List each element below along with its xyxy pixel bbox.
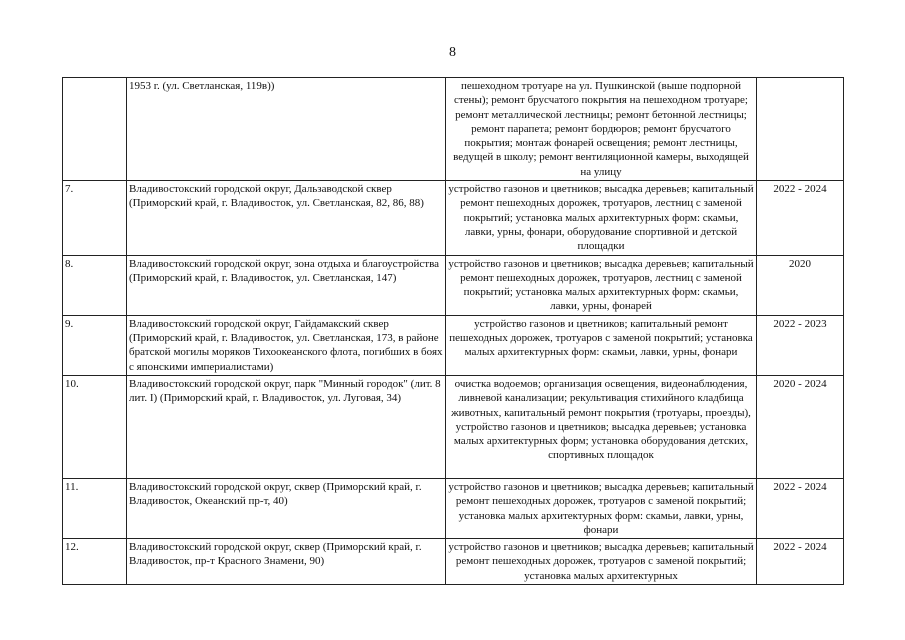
object-description: Владивостокский городской округ, Дальзаводской сквер (Приморский край, г. Владивосток, ул. Светланская, 82, 86, 88) — [127, 181, 446, 255]
implementation-period: 2020 — [757, 255, 844, 315]
works-description: устройство газонов и цветников; высадка деревьев; капитальный ремонт пешеходных дорожек, тротуаров с заменой покрытий; установка малых архитектурных форм: скамьи, лавки, урны, фонари — [446, 478, 757, 538]
works-description: очистка водоемов; организация освещения, видеонаблюдения, ливневой канализации; рекультивация стихийного кладбища животных, капитальный ремонт покрытия (тротуары, проезды), устройство газонов и цветников; высадка деревьев; установка малых архитектурных форм; установка оборудования детских, спортивных площадок — [446, 375, 757, 478]
object-description: Владивостокский городской округ, сквер (Приморский край, г. Владивосток, пр-т Красного Знамени, 90) — [127, 539, 446, 585]
table-row — [63, 315, 844, 375]
implementation-period: 2022 - 2024 — [757, 478, 844, 538]
row-number — [63, 78, 127, 181]
table-row — [63, 478, 844, 538]
works-description: пешеходном тротуаре на ул. Пушкинской (выше подпорной стены); ремонт брусчатого покрытия на пешеходном тротуаре; ремонт металлической лестницы; ремонт бетонной лестницы; ремонт парапета; ремонт бордюров; ремонт брусчатого покрытия; монтаж фонарей освещения; ремонт лестницы, ведущей в школу; ремонт вентиляционной камеры, выходящей на улицу — [446, 78, 757, 181]
implementation-period: 2020 - 2024 — [757, 375, 844, 478]
table-row — [63, 539, 844, 585]
works-description: устройство газонов и цветников; капитальный ремонт пешеходных дорожек, тротуаров с заменой покрытий; установка малых архитектурных форм: скамьи, лавки, урны, фонари — [446, 315, 757, 375]
object-description: Владивостокский городской округ, парк "Минный городок" (лит. 8 лит. I) (Приморский край, г. Владивосток, ул. Луговая, 34) — [127, 375, 446, 478]
row-number: 9. — [63, 315, 127, 375]
table-row — [63, 375, 844, 478]
page-number: 8 — [449, 45, 456, 60]
works-description: устройство газонов и цветников; высадка деревьев; капитальный ремонт пешеходных дорожек, тротуаров с заменой покрытий; установка малых архитектурных — [446, 539, 757, 585]
table-row — [63, 78, 844, 181]
object-description: Владивостокский городской округ, зона отдыха и благоустройства (Приморский край, г. Владивосток, ул. Светланская, 147) — [127, 255, 446, 315]
row-number: 10. — [63, 375, 127, 478]
row-number: 11. — [63, 478, 127, 538]
row-number: 8. — [63, 255, 127, 315]
object-description: 1953 г. (ул. Светланская, 119в)) — [127, 78, 446, 181]
object-description: Владивостокский городской округ, Гайдамакский сквер (Приморский край, г. Владивосток, ул. Светланская, 173, в районе братской могилы моряков Тихоокеанского флота, погибших в боях с японскими империалистами) — [127, 315, 446, 375]
implementation-period: 2022 - 2024 — [757, 181, 844, 255]
works-description: устройство газонов и цветников; высадка деревьев; капитальный ремонт пешеходных дорожек, тротуаров, лестниц с заменой покрытий; установка малых архитектурных форм: скамьи, лавки, урны, фонарей — [446, 255, 757, 315]
table-row — [63, 181, 844, 255]
implementation-period: 2022 - 2024 — [757, 539, 844, 585]
row-number: 7. — [63, 181, 127, 255]
implementation-period — [757, 78, 844, 181]
table-row — [63, 255, 844, 315]
objects-table — [62, 77, 844, 585]
object-description: Владивостокский городской округ, сквер (Приморский край, г. Владивосток, Океанский пр-т, 40) — [127, 478, 446, 538]
row-number: 12. — [63, 539, 127, 585]
implementation-period: 2022 - 2023 — [757, 315, 844, 375]
works-description: устройство газонов и цветников; высадка деревьев; капитальный ремонт пешеходных дорожек, тротуаров, лестниц с заменой покрытий; установка малых архитектурных форм: скамьи, лавки, урны, фонари, оборудование спортивной и детской площадки — [446, 181, 757, 255]
